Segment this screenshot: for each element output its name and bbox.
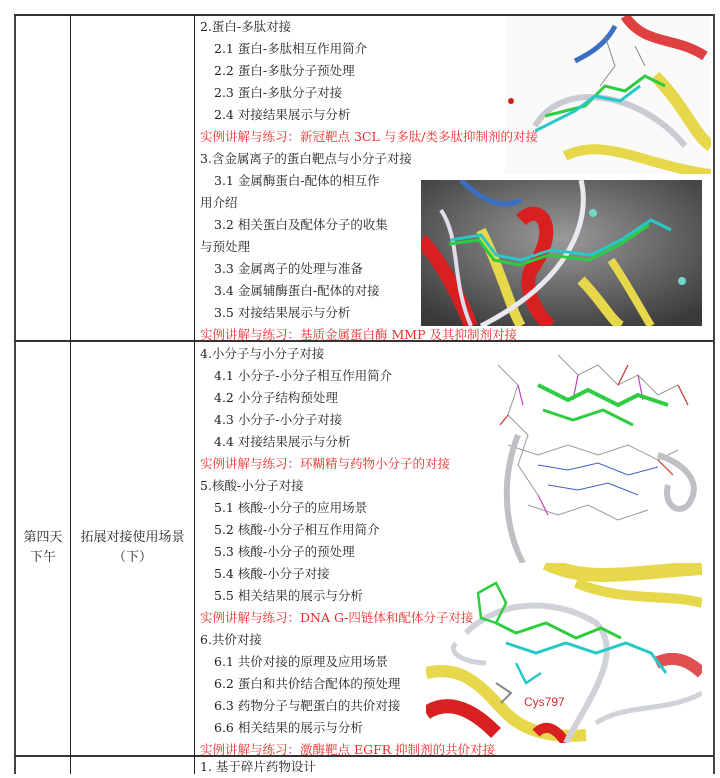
- subtopic-line: 6.6 相关结果的展示与分析: [214, 720, 363, 735]
- topic-line: 6.共价对接: [200, 632, 262, 647]
- subtopic-line: 3.2 相关蛋白及配体分子的收集: [214, 217, 388, 232]
- subtopic-line: 2.3 蛋白-多肽分子对接: [214, 85, 343, 100]
- subtopic-line: 5.2 核酸-小分子相互作用简介: [214, 522, 380, 537]
- subtopic-line: 6.3 药物分子与靶蛋白的共价对接: [214, 698, 401, 713]
- exercise-line: 实例讲解与练习：新冠靶点 3CL 与多肽/类多肽抑制剂的对接: [200, 129, 538, 144]
- subtopic-line: 2.2 蛋白-多肽分子预处理: [214, 63, 355, 78]
- day-label: 第四天: [23, 530, 63, 545]
- subtopic-line: 3.3 金属离子的处理与准备: [214, 261, 363, 276]
- topic-line: 2.蛋白-多肽对接: [200, 19, 292, 34]
- subtopic-line: 6.1 共价对接的原理及应用场景: [214, 654, 388, 669]
- topic-line: 用介绍: [200, 195, 238, 210]
- cyclodextrin-small-molecule-image: [478, 345, 706, 563]
- day-period-label: 下午: [29, 550, 56, 565]
- exercise-line: 实例讲解与练习：基质金属蛋白酶 MMP 及其抑制剂对接: [200, 327, 517, 342]
- day-cell: [16, 528, 70, 568]
- topic-line: 与预处理: [200, 239, 251, 254]
- exercise-line: 实例讲解与练习：激酶靶点 EGFR 抑制剂的共价对接: [200, 742, 496, 757]
- column-divider: [70, 14, 71, 774]
- subtopic-line: 3.1 金属酶蛋白-配体的相互作: [214, 173, 380, 188]
- topic-sublabel: （下）: [112, 550, 152, 565]
- subtopic-line: 5.4 核酸-小分子对接: [214, 566, 330, 581]
- metalloenzyme-ligand-image: [421, 180, 702, 326]
- egfr-covalent-docking-image: [426, 563, 702, 743]
- subtopic-line: 6.2 蛋白和共价结合配体的预处理: [214, 676, 401, 691]
- subtopic-line: 5.3 核酸-小分子的预处理: [214, 544, 355, 559]
- topic-line: 3.含金属离子的蛋白靶点与小分子对接: [200, 151, 412, 166]
- subtopic-line: 2.4 对接结果展示与分析: [214, 107, 351, 122]
- subtopic-line: 5.1 核酸-小分子的应用场景: [214, 500, 368, 515]
- subtopic-line: 2.1 蛋白-多肽相互作用简介: [214, 41, 368, 56]
- subtopic-line: 4.4 对接结果展示与分析: [214, 434, 351, 449]
- protein-peptide-docking-image: [505, 16, 711, 174]
- topic-cell: [71, 528, 194, 568]
- exercise-line: 实例讲解与练习：DNA G-四链体和配体分子对接: [200, 610, 474, 625]
- subtopic-line: 4.2 小分子结构预处理: [214, 390, 338, 405]
- topic-line: 5.核酸-小分子对接: [200, 478, 304, 493]
- residue-label: Cys797: [524, 695, 565, 709]
- subtopic-line: 4.3 小分子-小分子对接: [214, 412, 343, 427]
- exercise-line: 实例讲解与练习：环糊精与药物小分子的对接: [200, 456, 451, 471]
- subtopic-line: 4.1 小分子-小分子相互作用简介: [214, 368, 393, 383]
- next-row-heading: 1. 基于碎片药物设计: [200, 759, 316, 774]
- subtopic-line: 3.5 对接结果展示与分析: [214, 305, 351, 320]
- column-divider: [194, 14, 195, 774]
- topic-line: 4.小分子与小分子对接: [200, 346, 325, 361]
- topic-label: 拓展对接使用场景: [80, 530, 185, 545]
- subtopic-line: 3.4 金属辅酶蛋白-配体的对接: [214, 283, 380, 298]
- subtopic-line: 5.5 相关结果的展示与分析: [214, 588, 363, 603]
